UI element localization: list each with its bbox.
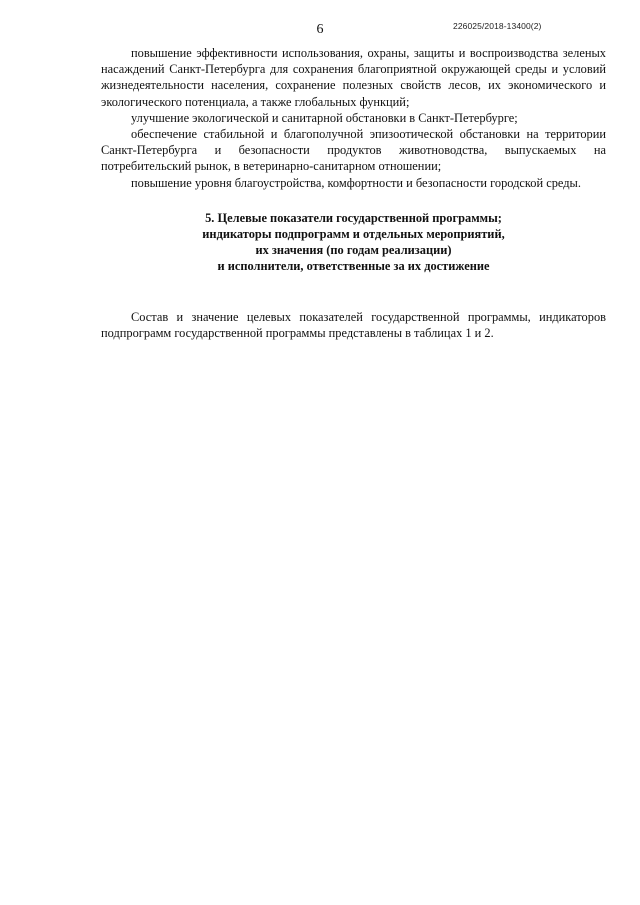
section-title-line: и исполнители, ответственные за их достижение (217, 259, 490, 274)
page-number: 6 (316, 22, 324, 37)
document-body (101, 45, 606, 341)
section-title-line: 5. Целевые показатели государственной программы; (205, 210, 502, 225)
section-title-line: их значения (по годам реализации) (255, 243, 452, 258)
paragraph-epizootic: обеспечение стабильной и благополучной эпизоотической обстановки на территории Санкт-Петербурга и безопасности продуктов животноводства, выпускаемых на потребительский рынок, в ветеринарно-санитарном отношении; (101, 127, 606, 174)
section-title-line: индикаторы подпрограмм и отдельных мероприятий, (202, 227, 505, 242)
section-title (101, 210, 606, 275)
section-intro-paragraph: Состав и значение целевых показателей государственной программы, индикаторов подпрограмм государственной программы представлены в таблицах 1 и 2. (101, 309, 606, 340)
paragraph-green-spaces: повышение эффективности использования, охраны, защиты и воспроизводства зеленых насаждений Санкт-Петербурга для сохранения благоприятной окружающей среды и условий жизнедеятельности населения, сохранение полезных свойств лесов, их экономического и экологического потенциала, а также глобальных функций; (101, 46, 606, 109)
document-code: 226025/2018-13400(2) (453, 21, 542, 31)
paragraph-ecology: улучшение экологической и санитарной обстановки в Санкт-Петербурге; (131, 110, 518, 125)
paragraph-urban-environment: повышение уровня благоустройства, комфортности и безопасности городской среды. (131, 175, 581, 190)
